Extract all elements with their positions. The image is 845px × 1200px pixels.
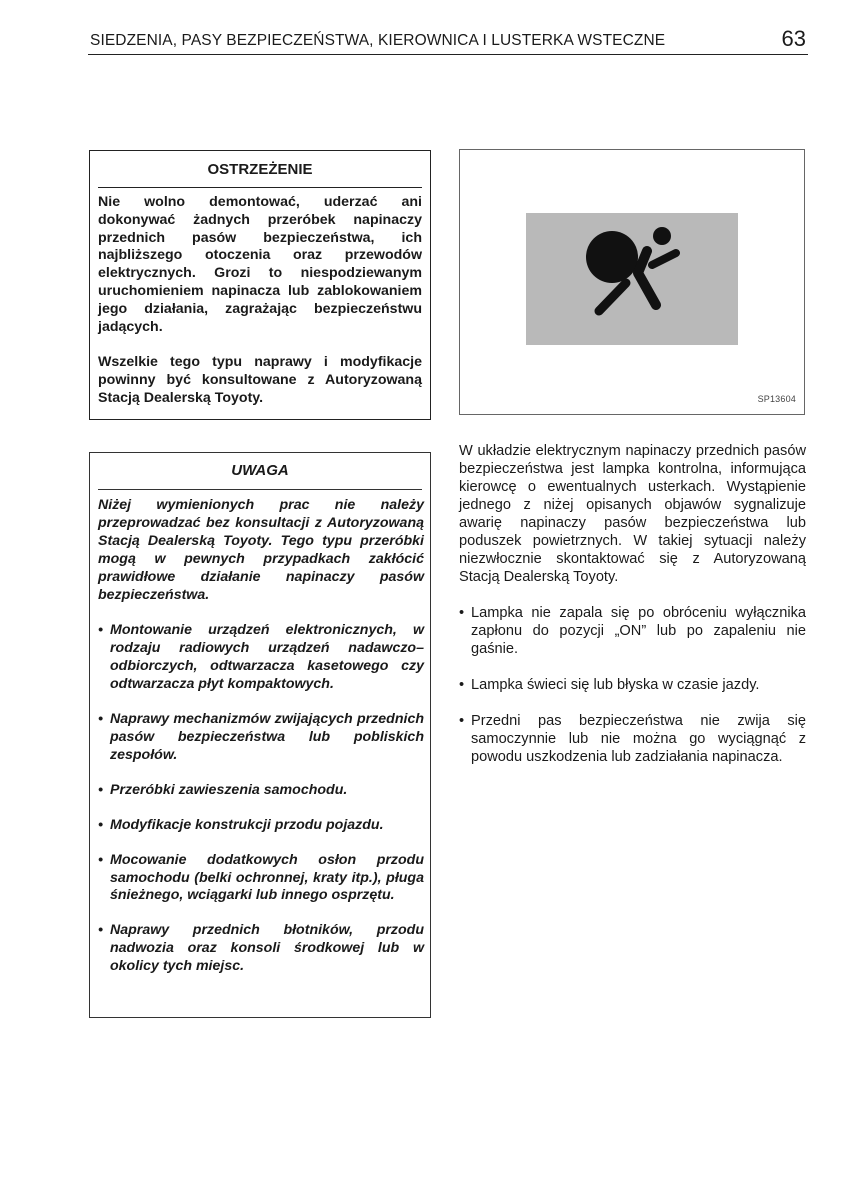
symptom-list-item <box>459 712 806 766</box>
symptom-item-text: Lampka nie zapala się po obróceniu wyłącznika zapłonu do pozycji „ON” lub po zapaleniu nie gaśnie. <box>471 605 806 657</box>
caution-item-text: Przeróbki zawieszenia samochodu. <box>110 781 348 798</box>
caution-item-text: Mocowanie dodatkowych osłon przodu samochodu (belki ochronnej, kraty itp.), pługa śnieżnego, wciągarki lub innego osprzętu. <box>110 851 424 904</box>
caution-heading: UWAGA <box>231 462 289 479</box>
right-intro: W układzie elektrycznym napinaczy przednich pasów bezpieczeństwa jest lampka kontrolna, informująca kierowcę o ewentualnych usterkach. Wystąpienie jednego z niżej opisanych objawów sygnalizuje awarię napinaczy pasów bezpieczeństwa lub poduszek powietrznych. W takiej sytuacji należy niezwłocznie skontaktować się z Autoryzowaną Stacją Dealerską Toyoty. <box>459 443 806 585</box>
caution-list-item <box>98 782 424 800</box>
section-title: SIEDZENIA, PASY BEZPIECZEŃSTWA, KIEROWNICA I LUSTERKA WSTECZNE <box>90 32 666 49</box>
figure-frame <box>459 149 805 415</box>
figure-code: SP13604 <box>757 394 796 404</box>
airbag-warning-lamp-icon <box>526 213 738 345</box>
warning-body <box>98 194 422 426</box>
warning-paragraph: Nie wolno demontować, uderzać ani dokonywać żadnych przeróbek napinaczy przednich pasów bezpieczeństwa, ich najbliższego otoczenia oraz przewodów elektrycznych. Grozi to niespodziewanym uruchomieniem napinacza lub zablokowaniem jego działania, zagrażając bezpieczeństwu jadących. <box>98 194 422 335</box>
caution-list-item <box>98 622 424 694</box>
warning-divider <box>98 187 422 188</box>
caution-body <box>98 497 424 993</box>
caution-item-text: Naprawy przednich błotników, przodu nadwozia oraz konsoli środkowej lub w okolicy tych miejsc. <box>110 922 424 975</box>
right-column-text <box>459 442 806 784</box>
caution-item-text: Modyfikacje konstrukcji przodu pojazdu. <box>110 816 384 833</box>
symptom-list-item <box>459 676 806 694</box>
symptom-item-text: Lampka świeci się lub błyska w czasie jazdy. <box>471 677 760 693</box>
caution-list-item <box>98 817 424 835</box>
bullet-icon: • <box>98 711 103 728</box>
caution-divider <box>98 489 422 490</box>
bullet-icon: • <box>98 851 103 868</box>
bullet-icon: • <box>98 816 103 833</box>
caution-box <box>89 452 431 1018</box>
caution-item-text: Naprawy mechanizmów zwijających przednich pasów bezpieczeństwa lub pobliskich zespołów. <box>110 711 424 763</box>
bullet-icon: • <box>98 622 103 639</box>
symptom-list-item <box>459 604 806 658</box>
symptom-list <box>459 604 806 766</box>
bullet-icon: • <box>459 605 465 621</box>
page-header <box>88 26 808 55</box>
symptom-item-text: Przedni pas bezpieczeństwa nie zwija się samoczynnie lub nie można go wyciągnąć z powodu uszkodzenia lub zadziałania napinacza. <box>471 713 806 765</box>
bullet-icon: • <box>459 677 465 693</box>
caution-list <box>98 622 424 976</box>
bullet-icon: • <box>459 713 465 729</box>
page-number: 63 <box>781 26 806 51</box>
caution-list-item <box>98 711 424 765</box>
caution-list-item <box>98 922 424 976</box>
caution-item-text: Montowanie urządzeń elektronicznych, w rodzaju radiowych urządzeń nadawczo–odbiorczych, odtwarzacza kasetowego czy odtwarzacza płyt kompaktowych. <box>110 622 424 693</box>
bullet-icon: • <box>98 781 103 798</box>
airbag-warning-lamp-illustration <box>526 213 738 345</box>
warning-paragraph: Wszelkie tego typu naprawy i modyfikacje powinny być konsultowane z Autoryzowaną Stacją Dealerską Toyoty. <box>98 354 422 406</box>
bullet-icon: • <box>98 922 103 939</box>
caution-intro: Niżej wymienionych prac nie należy przeprowadzać bez konsultacji z Autoryzowaną Stacją Dealerską Toyoty. Tego typu przeróbki mogą w pewnych przypadkach zakłócić prawidłowe działanie napinaczy pasów bezpieczeństwa. <box>98 497 424 603</box>
caution-list-item <box>98 852 424 906</box>
warning-heading: OSTRZEŻENIE <box>207 161 313 178</box>
warning-box <box>89 150 431 420</box>
